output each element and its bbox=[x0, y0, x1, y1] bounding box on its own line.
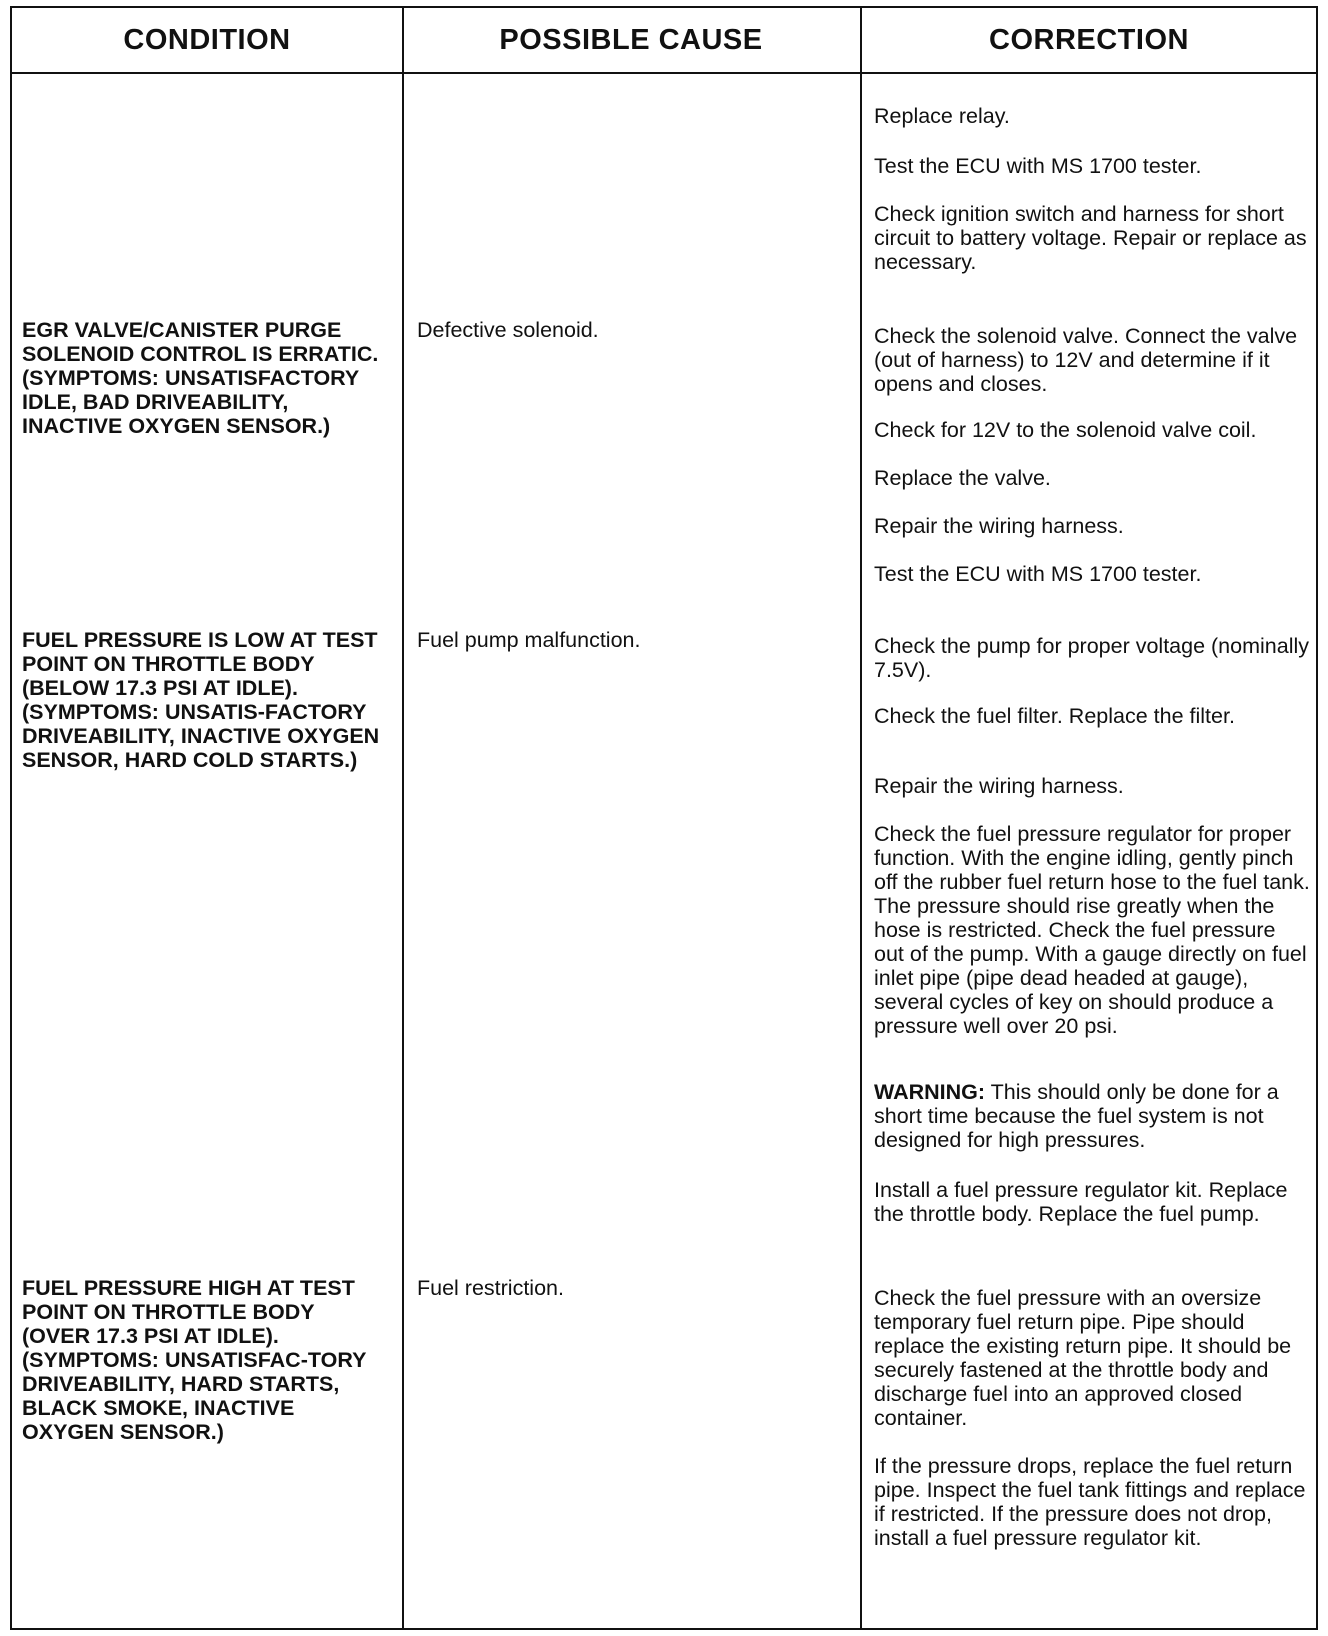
correction-text: Repair the wiring harness. bbox=[874, 514, 1124, 538]
correction-text: Test the ECU with MS 1700 tester. bbox=[874, 154, 1202, 178]
condition-text: EGR VALVE/CANISTER PURGE SOLENOID CONTROL IS ERRATIC. (SYMPTOMS: UNSATISFACTORY IDLE, BAD DRIVEABILITY, INACTIVE OXYGEN SENSOR.) bbox=[22, 318, 379, 438]
header-possible-cause: POSSIBLE CAUSE bbox=[499, 23, 763, 56]
header-correction: CORRECTION bbox=[989, 23, 1189, 56]
troubleshooting-table bbox=[10, 6, 1318, 1630]
correction-text: Test the ECU with MS 1700 tester. bbox=[874, 562, 1202, 586]
cause-text: Fuel restriction. bbox=[417, 1276, 564, 1300]
correction-text: If the pressure drops, replace the fuel return pipe. Inspect the fuel tank fittings and replace if restricted. If the pressure does not drop, install a fuel pressure regulator kit. bbox=[874, 1454, 1306, 1550]
warning-body: This should only be done for a short time because the fuel system is not designed for high pressures. bbox=[874, 1080, 1279, 1152]
correction-text: Replace the valve. bbox=[874, 466, 1051, 490]
correction-text: Check the solenoid valve. Connect the valve (out of harness) to 12V and determine if it opens and closes. bbox=[874, 324, 1298, 396]
correction-text: Replace relay. bbox=[874, 104, 1010, 128]
correction-text: Check ignition switch and harness for short circuit to battery voltage. Repair or replace as necessary. bbox=[874, 202, 1307, 274]
correction-text: Repair the wiring harness. bbox=[874, 774, 1124, 798]
column-divider bbox=[402, 8, 404, 1628]
correction-text: Install a fuel pressure regulator kit. Replace the throttle body. Replace the fuel pump. bbox=[874, 1178, 1288, 1226]
cause-text: Fuel pump malfunction. bbox=[417, 628, 641, 652]
condition-text: FUEL PRESSURE IS LOW AT TEST POINT ON THROTTLE BODY (BELOW 17.3 PSI AT IDLE). (SYMPTOMS: UNSATIS-FACTORY DRIVEABILITY, INACTIVE OXYGEN SENSOR, HARD COLD STARTS.) bbox=[22, 628, 380, 772]
cause-text: Defective solenoid. bbox=[417, 318, 599, 342]
condition-text: FUEL PRESSURE HIGH AT TEST POINT ON THROTTLE BODY (OVER 17.3 PSI AT IDLE). (SYMPTOMS: UNSATISFAC-TORY DRIVEABILITY, HARD STARTS, BLACK SMOKE, INACTIVE OXYGEN SENSOR.) bbox=[22, 1276, 367, 1444]
correction-text: Check the fuel filter. Replace the filter. bbox=[874, 704, 1235, 728]
warning-label: WARNING: bbox=[874, 1080, 986, 1104]
correction-text: Check the fuel pressure with an oversize temporary fuel return pipe. Pipe should replace the existing return pipe. It should be securely fastened at the throttle body and discharge fuel into an approved closed container. bbox=[874, 1286, 1292, 1430]
correction-text: Check the fuel pressure regulator for proper function. With the engine idling, gently pinch off the rubber fuel return hose to the fuel tank. The pressure should rise greatly when the hose is restricted. Check the fuel pressure out of the pump. With a gauge directly on fuel inlet pipe (pipe dead headed at gauge), several cycles of key on should produce a pressure well over 20 psi. bbox=[874, 822, 1310, 1038]
header-condition: CONDITION bbox=[123, 23, 291, 56]
column-divider bbox=[860, 8, 862, 1628]
correction-text: Check for 12V to the solenoid valve coil. bbox=[874, 418, 1257, 442]
correction-text: Check the pump for proper voltage (nominally 7.5V). bbox=[874, 634, 1309, 682]
header-divider bbox=[12, 72, 1316, 74]
warning-text bbox=[874, 1080, 1310, 1152]
